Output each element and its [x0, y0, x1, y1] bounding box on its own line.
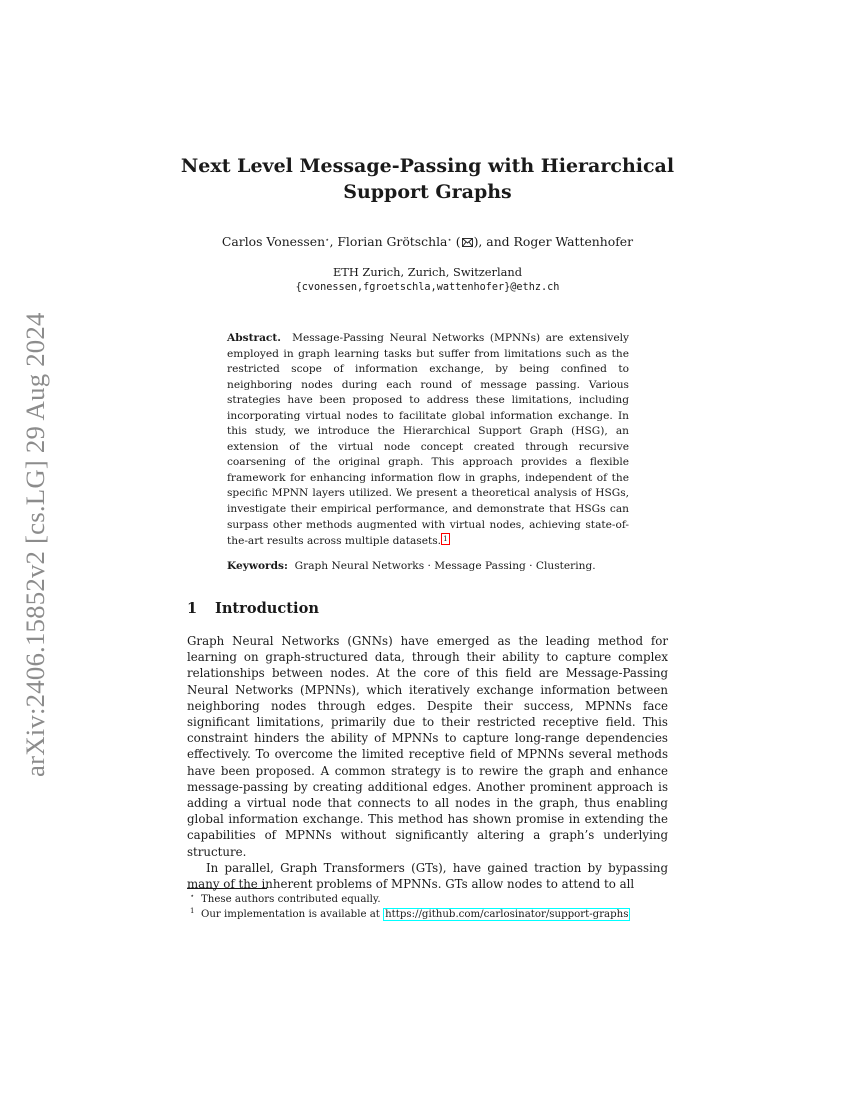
abstract	[227, 331, 629, 550]
arxiv-identifier: arXiv:2406.15852v2 [cs.LG] 29 Aug 2024	[20, 312, 50, 777]
section-body	[187, 633, 668, 892]
keywords-text: Graph Neural Networks · Message Passing · Clustering.	[294, 560, 596, 572]
paragraph: In parallel, Graph Transformers (GTs), have gained traction by bypassing many of the inherent problems of MPNNs. GTs allow nodes to attend to all	[187, 860, 668, 892]
equal-contribution-mark: ⋆	[447, 236, 452, 244]
author-florian: , Florian Grötschla	[329, 234, 448, 249]
section-title: Introduction	[215, 600, 319, 617]
envelope-icon[interactable]	[462, 238, 473, 247]
footnote-divider	[187, 888, 267, 889]
section-heading	[187, 600, 319, 617]
footnote-implementation	[190, 908, 670, 921]
github-link[interactable]: https://github.com/carlosinator/support-graphs	[385, 909, 629, 920]
author-list	[150, 234, 705, 249]
footnote-mark: ⋆	[190, 892, 195, 900]
keywords	[227, 559, 629, 574]
author-carlos: Carlos Vonessen	[221, 234, 326, 249]
author-roger: ), and Roger Wattenhofer	[473, 234, 634, 249]
footnote-equal-contribution	[190, 893, 670, 906]
keywords-label: Keywords:	[227, 560, 288, 572]
footnote-mark: 1	[190, 907, 195, 915]
paper-title: Next Level Message-Passing with Hierarchical Support Graphs	[180, 155, 675, 203]
footnote-text: Our implementation is available at	[201, 909, 384, 920]
open-paren: (	[451, 234, 461, 249]
section-number: 1	[187, 600, 198, 617]
abstract-text: Message-Passing Neural Networks (MPNNs) are extensively employed in graph learning tasks but suffer from limitations such as the restricted scope of information exchange, by being confined to neighboring nodes during each round of message passing. Various strategies have been proposed to address these limitations, including incorporating virtual nodes to facilitate global information exchange. In this study, we introduce the Hierarchical Support Graph (HSG), an extension of the virtual node concept created through recursive coarsening of the original graph. This approach provides a flexible framework for enhancing information flow in graphs, independent of the specific MPNN layers utilized. We present a theoretical analysis of HSGs, investigate their empirical performance, and demonstrate that HSGs can surpass other methods augmented with virtual nodes, achieving state-of-the-art results across multiple datasets.	[227, 332, 629, 548]
paragraph: Graph Neural Networks (GNNs) have emerged as the leading method for learning on graph-structured data, through their ability to capture complex relationships between nodes. At the core of this field are Message-Passing Neural Networks (MPNNs), which iteratively exchange information between neighboring nodes through edges. Despite their success, MPNNs face significant limitations, primarily due to their restricted receptive field. This constraint hinders the ability of MPNNs to capture long-range dependencies effectively. To overcome the limited receptive field of MPNNs several methods have been proposed. A common strategy is to rewire the graph and enhance message-passing by creating additional edges. Another prominent approach is adding a virtual node that connects to all nodes in the graph, thus enabling global information exchange. This method has shown promise in extending the capabilities of MPNNs without significantly altering a graph’s underlying structure.	[187, 634, 668, 859]
abstract-label: Abstract.	[227, 332, 281, 344]
affiliation: ETH Zurich, Zurich, Switzerland	[332, 265, 523, 279]
author-emails[interactable]: {cvonessen,fgroetschla,wattenhofer}@ethz.ch	[295, 282, 560, 293]
affiliation-block	[150, 264, 705, 296]
equal-contribution-mark: ⋆	[325, 236, 330, 244]
footnote-ref-link[interactable]: 1	[443, 535, 448, 544]
footnote-text: These authors contributed equally.	[201, 894, 381, 905]
